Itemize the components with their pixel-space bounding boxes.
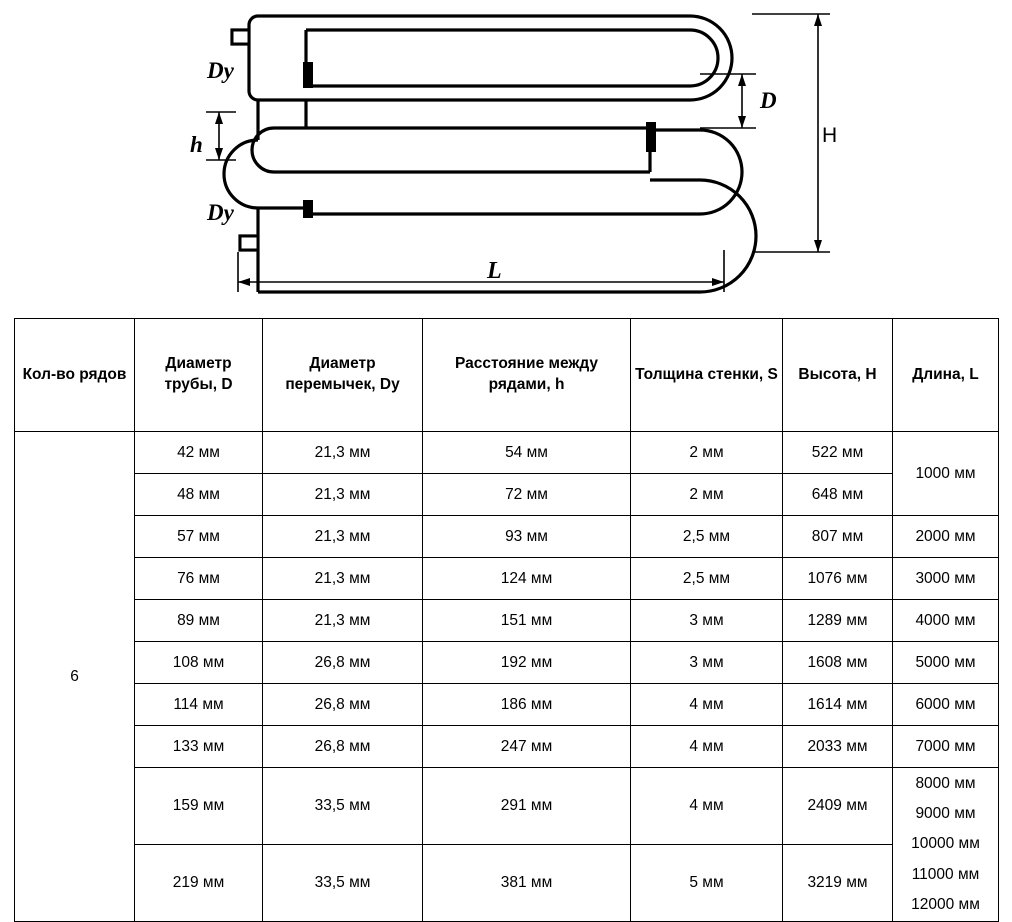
- outlet-nipple: [240, 236, 258, 250]
- label-length: L: [487, 258, 502, 284]
- cell-height: 1614 мм: [783, 684, 893, 726]
- cell-length-value: 10000 мм: [911, 835, 980, 853]
- cell-wall-thickness: 4 мм: [631, 684, 783, 726]
- cell-diameter-dy: 26,8 мм: [263, 642, 423, 684]
- cell-length: 2000 мм: [893, 516, 999, 558]
- header-rows-count: Кол-во рядов: [15, 319, 135, 432]
- table-row: [15, 768, 999, 845]
- cell-wall-thickness: 3 мм: [631, 642, 783, 684]
- table-row: [15, 558, 999, 600]
- cell-length-value: 8000 мм: [915, 775, 976, 792]
- connector-bottom: [303, 200, 313, 218]
- cell-diameter-dy: 21,3 мм: [263, 432, 423, 474]
- cell-diameter-d: 89 мм: [135, 600, 263, 642]
- cell-diameter-dy: 26,8 мм: [263, 726, 423, 768]
- cell-diameter-d: 48 мм: [135, 474, 263, 516]
- spec-table: [14, 318, 999, 922]
- table-row: [15, 432, 999, 474]
- table-row: [15, 516, 999, 558]
- cell-row-spacing: 124 мм: [423, 558, 631, 600]
- cell-length: 4000 мм: [893, 600, 999, 642]
- cell-diameter-dy: 21,3 мм: [263, 600, 423, 642]
- connector-top: [303, 62, 313, 88]
- coil-outline: [224, 16, 756, 292]
- cell-height: 807 мм: [783, 516, 893, 558]
- cell-diameter-dy: 21,3 мм: [263, 516, 423, 558]
- cell-diameter-d: 159 мм: [135, 768, 263, 845]
- cell-diameter-dy: 21,3 мм: [263, 474, 423, 516]
- label-d: D: [760, 88, 777, 113]
- cell-wall-thickness: 4 мм: [631, 768, 783, 845]
- table-row: [15, 684, 999, 726]
- header-row-spacing: Расстояние между рядами, h: [423, 319, 631, 432]
- table-row: [15, 845, 999, 922]
- cell-length: 7000 мм: [893, 726, 999, 768]
- cell-wall-thickness: 2,5 мм: [631, 558, 783, 600]
- cell-diameter-d: 114 мм: [135, 684, 263, 726]
- cell-diameter-d: 219 мм: [135, 845, 263, 922]
- cell-row-spacing: 291 мм: [423, 768, 631, 845]
- cell-height: 2409 мм: [783, 768, 893, 845]
- cell-row-spacing: 54 мм: [423, 432, 631, 474]
- cell-diameter-dy: 33,5 мм: [263, 845, 423, 922]
- cell-diameter-dy: 21,3 мм: [263, 558, 423, 600]
- cell-wall-thickness: 4 мм: [631, 726, 783, 768]
- coil-diagram: [0, 0, 1012, 312]
- cell-diameter-d: 57 мм: [135, 516, 263, 558]
- cell-height: 1608 мм: [783, 642, 893, 684]
- header-height: Высота, H: [783, 319, 893, 432]
- cell-height: 3219 мм: [783, 845, 893, 922]
- header-diameter-dy: Диаметр перемычек, Dy: [263, 319, 423, 432]
- cell-row-spacing: 192 мм: [423, 642, 631, 684]
- cell-length-value: 11000 мм: [911, 865, 980, 883]
- cell-row-spacing: 72 мм: [423, 474, 631, 516]
- cell-length-value: 12000 мм: [911, 895, 980, 913]
- label-dy-top: Dy: [207, 58, 234, 83]
- connector-middle: [646, 122, 656, 152]
- cell-wall-thickness: 5 мм: [631, 845, 783, 922]
- cell-diameter-d: 108 мм: [135, 642, 263, 684]
- inlet-nipple: [232, 30, 249, 44]
- cell-length-value: 9000 мм: [915, 805, 976, 823]
- cell-height: 522 мм: [783, 432, 893, 474]
- cell-height: 2033 мм: [783, 726, 893, 768]
- cell-row-spacing: 93 мм: [423, 516, 631, 558]
- cell-height: 1289 мм: [783, 600, 893, 642]
- cell-diameter-dy: 33,5 мм: [263, 768, 423, 845]
- cell-diameter-d: 42 мм: [135, 432, 263, 474]
- cell-wall-thickness: 3 мм: [631, 600, 783, 642]
- cell-wall-thickness: 2 мм: [631, 432, 783, 474]
- cell-diameter-d: 76 мм: [135, 558, 263, 600]
- label-dy-bottom: Dy: [207, 200, 234, 225]
- table-row: [15, 474, 999, 516]
- cell-height: 648 мм: [783, 474, 893, 516]
- cell-length: 6000 мм: [893, 684, 999, 726]
- cell-wall-thickness: 2 мм: [631, 474, 783, 516]
- cell-row-spacing: 381 мм: [423, 845, 631, 922]
- header-wall-thickness: Толщина стенки, S: [631, 319, 783, 432]
- cell-length: 3000 мм: [893, 558, 999, 600]
- table-row: [15, 726, 999, 768]
- cell-rows-count: 6: [15, 432, 135, 922]
- label-h: h: [190, 132, 203, 157]
- cell-wall-thickness: 2,5 мм: [631, 516, 783, 558]
- table-row: [15, 600, 999, 642]
- cell-diameter-dy: 26,8 мм: [263, 684, 423, 726]
- cell-row-spacing: 186 мм: [423, 684, 631, 726]
- label-height: H: [822, 124, 838, 147]
- cell-row-spacing: 247 мм: [423, 726, 631, 768]
- cell-height: 1076 мм: [783, 558, 893, 600]
- cell-length: 1000 мм: [893, 432, 999, 516]
- header-diameter-d: Диаметр трубы, D: [135, 319, 263, 432]
- table-header-row: [15, 319, 999, 432]
- cell-row-spacing: 151 мм: [423, 600, 631, 642]
- table-row: [15, 642, 999, 684]
- cell-diameter-d: 133 мм: [135, 726, 263, 768]
- header-length: Длина, L: [893, 319, 999, 432]
- cell-length: [893, 768, 999, 922]
- spec-table-wrap: [14, 318, 998, 922]
- cell-length: 5000 мм: [893, 642, 999, 684]
